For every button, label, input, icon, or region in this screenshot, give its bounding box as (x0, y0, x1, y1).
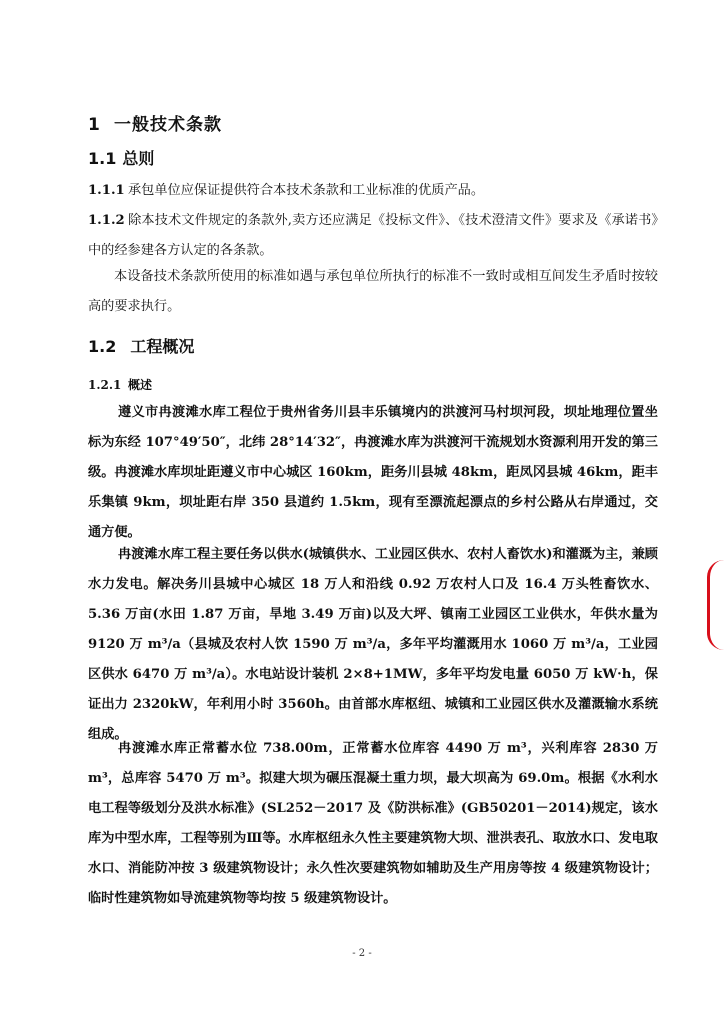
paragraph-overview-3: 冉渡滩水库正常蓄水位 738.00m，正常蓄水位库容 4490 万 m³，兴利库容 2830 万 m³，总库容 5470 万 m³。拟建大坝为碾压混凝土重力坝，最大坝高为 69.0m。根据《水利水电工程等级划分及洪水标准》(SL252－2017 及《防洪标准》(GB50201－2014)规定，该水库为中型水库，工程等别为Ⅲ等。水库枢纽永久性主要建筑物大坝、泄洪表孔、取放水口、发电取水口、消能防冲按 3 级建筑物设计；永久性次要建筑物如辅助及生产用房等按 4 级建筑物设计；临时性建筑物如导流建筑物等均按 5 级建筑物设计。 (88, 741, 658, 906)
item-1-1-1 (88, 176, 658, 206)
item-1-1-1-number: 1.1.1 (88, 183, 125, 198)
section-1-2-number: 1.2 (88, 337, 117, 356)
section-1-2-heading (88, 334, 194, 357)
heading-1-text: 一般技术条款 (114, 115, 222, 135)
item-1-1-2-text: 除本技术文件规定的条款外,卖方还应满足《投标文件》、《技术澄清文件》要求及《承诺书》中的经参建各方认定的各条款。 (88, 213, 658, 258)
item-1-2-1-heading (88, 376, 152, 393)
paragraph-standards: 本设备技术条款所使用的标准如遇与承包单位所执行的标准不一致时或相互间发生矛盾时按较高的要求执行。 (88, 269, 658, 314)
section-1-1-text: 总则 (122, 149, 155, 168)
edge-stamp-mark (707, 560, 724, 650)
paragraph-overview-1: 遵义市冉渡滩水库工程位于贵州省务川县丰乐镇境内的洪渡河马村坝河段，坝址地理位置坐标为东经 107°49′50″，北纬 28°14′32″，冉渡滩水库为洪渡河干流规划水资源利用开发的第三级。冉渡滩水库坝址距遵义市中心城区 160km，距务川县城 48km，距凤冈县城 46km，距丰乐集镇 9km，坝址距右岸 350 县道约 1.5km，现有至漂流起漂点的乡村公路从右岸通过，交通方便。 (88, 405, 658, 540)
item-1-1-1-text: 承包单位应保证提供符合本技术条款和工业标准的优质产品。 (128, 183, 485, 198)
section-1-1-heading (88, 146, 154, 169)
section-1-2-text: 工程概况 (130, 337, 195, 356)
item-1-1-2 (88, 206, 658, 266)
item-1-2-1-text: 概述 (128, 378, 153, 392)
item-1-2-1-number: 1.2.1 (88, 378, 122, 392)
paragraph-overview-2: 冉渡滩水库工程主要任务以供水(城镇供水、工业园区供水、农村人畜饮水)和灌溉为主，兼顾水力发电。解决务川县城中心城区 18 万人和沿线 0.92 万农村人口及 16.4 万头牲畜饮水、5.36 万亩(水田 1.87 万亩，旱地 3.49 万亩)以及大坪、镇南工业园区工业供水，年供水量为 9120 万 m³/a（县城及农村人饮 1590 万 m³/a，多年平均灌溉用水 1060 万 m³/a，工业园区供水 6470 万 m³/a）。水电站设计装机 2×8+1MW，多年平均发电量 6050 万 kW·h，保证出力 2320kW，年利用小时 3560h。由首部水库枢纽、城镇和工业园区供水及灌溉输水系统组成。 (88, 547, 658, 742)
page-number: - 2 - (352, 948, 372, 959)
section-1-1-number: 1.1 (88, 149, 117, 168)
item-1-1-2-number: 1.1.2 (88, 213, 125, 228)
heading-1-number: 1 (88, 115, 101, 135)
heading-1 (88, 110, 222, 135)
